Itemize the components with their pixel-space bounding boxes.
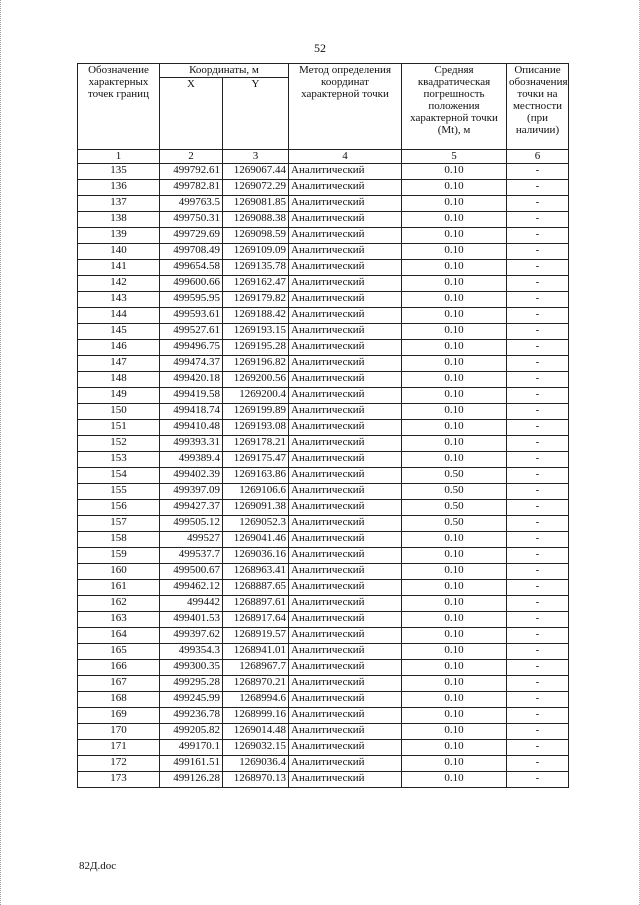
table-row xyxy=(78,404,569,420)
y-coordinate-cell: 1268994.6 xyxy=(223,692,289,708)
method-cell: Аналитический xyxy=(289,308,402,324)
method-cell: Аналитический xyxy=(289,708,402,724)
point-id-cell: 147 xyxy=(78,356,160,372)
description-cell: - xyxy=(507,436,569,452)
point-id-cell: 152 xyxy=(78,436,160,452)
point-id-cell: 135 xyxy=(78,164,160,180)
error-cell: 0.10 xyxy=(402,436,507,452)
method-cell: Аналитический xyxy=(289,260,402,276)
y-coordinate-cell: 1269200.4 xyxy=(223,388,289,404)
table-row xyxy=(78,260,569,276)
description-cell: - xyxy=(507,244,569,260)
description-cell: - xyxy=(507,756,569,772)
x-coordinate-cell: 499397.09 xyxy=(160,484,223,500)
method-cell: Аналитический xyxy=(289,356,402,372)
header-point-designation: Обозначение характерных точек границ xyxy=(78,64,160,150)
point-id-cell: 148 xyxy=(78,372,160,388)
description-cell: - xyxy=(507,580,569,596)
x-coordinate-cell: 499527.61 xyxy=(160,324,223,340)
x-coordinate-cell: 499729.69 xyxy=(160,228,223,244)
x-coordinate-cell: 499389.4 xyxy=(160,452,223,468)
x-coordinate-cell: 499442 xyxy=(160,596,223,612)
point-id-cell: 171 xyxy=(78,740,160,756)
column-number: 6 xyxy=(507,150,569,164)
table-row xyxy=(78,724,569,740)
column-number: 3 xyxy=(223,150,289,164)
error-cell: 0.10 xyxy=(402,372,507,388)
description-cell: - xyxy=(507,372,569,388)
y-coordinate-cell: 1269052.3 xyxy=(223,516,289,532)
error-cell: 0.10 xyxy=(402,692,507,708)
error-cell: 0.10 xyxy=(402,660,507,676)
x-coordinate-cell: 499402.39 xyxy=(160,468,223,484)
error-cell: 0.10 xyxy=(402,228,507,244)
error-cell: 0.10 xyxy=(402,580,507,596)
point-id-cell: 138 xyxy=(78,212,160,228)
description-cell: - xyxy=(507,484,569,500)
y-coordinate-cell: 1268897.61 xyxy=(223,596,289,612)
point-id-cell: 164 xyxy=(78,628,160,644)
x-coordinate-cell: 499782.81 xyxy=(160,180,223,196)
table-row xyxy=(78,452,569,468)
table-row xyxy=(78,388,569,404)
error-cell: 0.10 xyxy=(402,564,507,580)
y-coordinate-cell: 1269179.82 xyxy=(223,292,289,308)
description-cell: - xyxy=(507,164,569,180)
header-description: Описание обозначения точки на местности (при наличии) xyxy=(507,64,569,150)
table-row xyxy=(78,180,569,196)
x-coordinate-cell: 499750.31 xyxy=(160,212,223,228)
error-cell: 0.10 xyxy=(402,772,507,788)
y-coordinate-cell: 1269195.28 xyxy=(223,340,289,356)
y-coordinate-cell: 1268970.21 xyxy=(223,676,289,692)
x-coordinate-cell: 499496.75 xyxy=(160,340,223,356)
method-cell: Аналитический xyxy=(289,564,402,580)
error-cell: 0.10 xyxy=(402,276,507,292)
description-cell: - xyxy=(507,196,569,212)
x-coordinate-cell: 499419.58 xyxy=(160,388,223,404)
x-coordinate-cell: 499420.18 xyxy=(160,372,223,388)
point-id-cell: 155 xyxy=(78,484,160,500)
description-cell: - xyxy=(507,660,569,676)
error-cell: 0.10 xyxy=(402,452,507,468)
x-coordinate-cell: 499595.95 xyxy=(160,292,223,308)
table-header xyxy=(78,64,569,164)
x-coordinate-cell: 499474.37 xyxy=(160,356,223,372)
y-coordinate-cell: 1268967.7 xyxy=(223,660,289,676)
error-cell: 0.10 xyxy=(402,164,507,180)
x-coordinate-cell: 499763.5 xyxy=(160,196,223,212)
description-cell: - xyxy=(507,724,569,740)
x-coordinate-cell: 499397.62 xyxy=(160,628,223,644)
header-method: Метод определения координат характерной точки xyxy=(289,64,402,150)
header-coordinates: Координаты, м xyxy=(160,64,289,78)
description-cell: - xyxy=(507,468,569,484)
table-row xyxy=(78,276,569,292)
y-coordinate-cell: 1269162.47 xyxy=(223,276,289,292)
y-coordinate-cell: 1269088.38 xyxy=(223,212,289,228)
method-cell: Аналитический xyxy=(289,724,402,740)
error-cell: 0.10 xyxy=(402,244,507,260)
x-coordinate-cell: 499245.99 xyxy=(160,692,223,708)
header-error: Средняя квадратическая погрешность положения характерной точки (Mt), м xyxy=(402,64,507,150)
description-cell: - xyxy=(507,308,569,324)
x-coordinate-cell: 499600.66 xyxy=(160,276,223,292)
point-id-cell: 162 xyxy=(78,596,160,612)
point-id-cell: 151 xyxy=(78,420,160,436)
file-name-footer: 82Д.doc xyxy=(79,860,117,872)
error-cell: 0.10 xyxy=(402,676,507,692)
description-cell: - xyxy=(507,596,569,612)
table-row xyxy=(78,212,569,228)
description-cell: - xyxy=(507,260,569,276)
table-row xyxy=(78,740,569,756)
description-cell: - xyxy=(507,628,569,644)
x-coordinate-cell: 499500.67 xyxy=(160,564,223,580)
point-id-cell: 163 xyxy=(78,612,160,628)
x-coordinate-cell: 499161.51 xyxy=(160,756,223,772)
point-id-cell: 153 xyxy=(78,452,160,468)
method-cell: Аналитический xyxy=(289,388,402,404)
error-cell: 0.10 xyxy=(402,612,507,628)
x-coordinate-cell: 499401.53 xyxy=(160,612,223,628)
method-cell: Аналитический xyxy=(289,276,402,292)
table-row xyxy=(78,516,569,532)
method-cell: Аналитический xyxy=(289,628,402,644)
point-id-cell: 140 xyxy=(78,244,160,260)
table-row xyxy=(78,676,569,692)
description-cell: - xyxy=(507,356,569,372)
y-coordinate-cell: 1269081.85 xyxy=(223,196,289,212)
point-id-cell: 156 xyxy=(78,500,160,516)
description-cell: - xyxy=(507,676,569,692)
method-cell: Аналитический xyxy=(289,212,402,228)
method-cell: Аналитический xyxy=(289,772,402,788)
point-id-cell: 166 xyxy=(78,660,160,676)
y-coordinate-cell: 1269098.59 xyxy=(223,228,289,244)
x-coordinate-cell: 499505.12 xyxy=(160,516,223,532)
table-row xyxy=(78,564,569,580)
header-x: X xyxy=(160,78,223,150)
method-cell: Аналитический xyxy=(289,612,402,628)
x-coordinate-cell: 499527 xyxy=(160,532,223,548)
page-number: 52 xyxy=(314,41,326,55)
point-id-cell: 172 xyxy=(78,756,160,772)
description-cell: - xyxy=(507,612,569,628)
error-cell: 0.10 xyxy=(402,724,507,740)
error-cell: 0.50 xyxy=(402,484,507,500)
point-id-cell: 145 xyxy=(78,324,160,340)
error-cell: 0.50 xyxy=(402,516,507,532)
method-cell: Аналитический xyxy=(289,244,402,260)
description-cell: - xyxy=(507,388,569,404)
error-cell: 0.10 xyxy=(402,548,507,564)
scan-edge-right xyxy=(636,0,640,905)
x-coordinate-cell: 499300.35 xyxy=(160,660,223,676)
table-body xyxy=(78,164,569,788)
point-id-cell: 136 xyxy=(78,180,160,196)
table-row xyxy=(78,612,569,628)
y-coordinate-cell: 1268917.64 xyxy=(223,612,289,628)
y-coordinate-cell: 1269109.09 xyxy=(223,244,289,260)
method-cell: Аналитический xyxy=(289,452,402,468)
method-cell: Аналитический xyxy=(289,436,402,452)
method-cell: Аналитический xyxy=(289,372,402,388)
description-cell: - xyxy=(507,708,569,724)
point-id-cell: 154 xyxy=(78,468,160,484)
point-id-cell: 150 xyxy=(78,404,160,420)
point-id-cell: 142 xyxy=(78,276,160,292)
x-coordinate-cell: 499205.82 xyxy=(160,724,223,740)
x-coordinate-cell: 499654.58 xyxy=(160,260,223,276)
method-cell: Аналитический xyxy=(289,228,402,244)
table-row xyxy=(78,660,569,676)
description-cell: - xyxy=(507,548,569,564)
x-coordinate-cell: 499170.1 xyxy=(160,740,223,756)
y-coordinate-cell: 1269200.56 xyxy=(223,372,289,388)
method-cell: Аналитический xyxy=(289,500,402,516)
method-cell: Аналитический xyxy=(289,196,402,212)
method-cell: Аналитический xyxy=(289,164,402,180)
method-cell: Аналитический xyxy=(289,580,402,596)
x-coordinate-cell: 499537.7 xyxy=(160,548,223,564)
description-cell: - xyxy=(507,340,569,356)
description-cell: - xyxy=(507,180,569,196)
x-coordinate-cell: 499708.49 xyxy=(160,244,223,260)
y-coordinate-cell: 1269091.38 xyxy=(223,500,289,516)
point-id-cell: 149 xyxy=(78,388,160,404)
y-coordinate-cell: 1269041.46 xyxy=(223,532,289,548)
point-id-cell: 167 xyxy=(78,676,160,692)
error-cell: 0.10 xyxy=(402,180,507,196)
coordinates-table xyxy=(77,63,569,788)
method-cell: Аналитический xyxy=(289,644,402,660)
method-cell: Аналитический xyxy=(289,532,402,548)
x-coordinate-cell: 499295.28 xyxy=(160,676,223,692)
y-coordinate-cell: 1268941.01 xyxy=(223,644,289,660)
method-cell: Аналитический xyxy=(289,692,402,708)
error-cell: 0.50 xyxy=(402,468,507,484)
method-cell: Аналитический xyxy=(289,548,402,564)
table-row xyxy=(78,708,569,724)
description-cell: - xyxy=(507,692,569,708)
y-coordinate-cell: 1269188.42 xyxy=(223,308,289,324)
method-cell: Аналитический xyxy=(289,484,402,500)
y-coordinate-cell: 1269193.08 xyxy=(223,420,289,436)
y-coordinate-cell: 1269163.86 xyxy=(223,468,289,484)
method-cell: Аналитический xyxy=(289,660,402,676)
method-cell: Аналитический xyxy=(289,404,402,420)
method-cell: Аналитический xyxy=(289,180,402,196)
error-cell: 0.10 xyxy=(402,708,507,724)
method-cell: Аналитический xyxy=(289,676,402,692)
y-coordinate-cell: 1269014.48 xyxy=(223,724,289,740)
description-cell: - xyxy=(507,324,569,340)
table-row xyxy=(78,500,569,516)
point-id-cell: 168 xyxy=(78,692,160,708)
error-cell: 0.10 xyxy=(402,324,507,340)
column-numbers-row xyxy=(78,150,569,164)
y-coordinate-cell: 1268999.16 xyxy=(223,708,289,724)
method-cell: Аналитический xyxy=(289,516,402,532)
x-coordinate-cell: 499354.3 xyxy=(160,644,223,660)
y-coordinate-cell: 1269036.4 xyxy=(223,756,289,772)
description-cell: - xyxy=(507,452,569,468)
y-coordinate-cell: 1269178.21 xyxy=(223,436,289,452)
point-id-cell: 144 xyxy=(78,308,160,324)
y-coordinate-cell: 1269106.6 xyxy=(223,484,289,500)
column-number: 4 xyxy=(289,150,402,164)
x-coordinate-cell: 499418.74 xyxy=(160,404,223,420)
x-coordinate-cell: 499410.48 xyxy=(160,420,223,436)
y-coordinate-cell: 1269193.15 xyxy=(223,324,289,340)
method-cell: Аналитический xyxy=(289,468,402,484)
table-row xyxy=(78,164,569,180)
error-cell: 0.10 xyxy=(402,356,507,372)
point-id-cell: 170 xyxy=(78,724,160,740)
description-cell: - xyxy=(507,228,569,244)
error-cell: 0.10 xyxy=(402,260,507,276)
error-cell: 0.10 xyxy=(402,644,507,660)
point-id-cell: 161 xyxy=(78,580,160,596)
x-coordinate-cell: 499393.31 xyxy=(160,436,223,452)
x-coordinate-cell: 499236.78 xyxy=(160,708,223,724)
description-cell: - xyxy=(507,532,569,548)
x-coordinate-cell: 499462.12 xyxy=(160,580,223,596)
x-coordinate-cell: 499593.61 xyxy=(160,308,223,324)
description-cell: - xyxy=(507,644,569,660)
y-coordinate-cell: 1269067.44 xyxy=(223,164,289,180)
description-cell: - xyxy=(507,404,569,420)
point-id-cell: 165 xyxy=(78,644,160,660)
y-coordinate-cell: 1268963.41 xyxy=(223,564,289,580)
table-row xyxy=(78,468,569,484)
error-cell: 0.50 xyxy=(402,500,507,516)
point-id-cell: 146 xyxy=(78,340,160,356)
error-cell: 0.10 xyxy=(402,628,507,644)
error-cell: 0.10 xyxy=(402,196,507,212)
point-id-cell: 141 xyxy=(78,260,160,276)
y-coordinate-cell: 1269196.82 xyxy=(223,356,289,372)
method-cell: Аналитический xyxy=(289,756,402,772)
description-cell: - xyxy=(507,276,569,292)
x-coordinate-cell: 499427.37 xyxy=(160,500,223,516)
y-coordinate-cell: 1269032.15 xyxy=(223,740,289,756)
x-coordinate-cell: 499792.61 xyxy=(160,164,223,180)
table-row xyxy=(78,356,569,372)
table-row xyxy=(78,292,569,308)
table-row xyxy=(78,628,569,644)
description-cell: - xyxy=(507,292,569,308)
point-id-cell: 139 xyxy=(78,228,160,244)
y-coordinate-cell: 1269072.29 xyxy=(223,180,289,196)
table-row xyxy=(78,196,569,212)
header-y: Y xyxy=(223,78,289,150)
error-cell: 0.10 xyxy=(402,740,507,756)
error-cell: 0.10 xyxy=(402,340,507,356)
table-row xyxy=(78,580,569,596)
scan-edge-left xyxy=(0,0,4,905)
point-id-cell: 157 xyxy=(78,516,160,532)
method-cell: Аналитический xyxy=(289,340,402,356)
point-id-cell: 159 xyxy=(78,548,160,564)
method-cell: Аналитический xyxy=(289,420,402,436)
description-cell: - xyxy=(507,500,569,516)
method-cell: Аналитический xyxy=(289,740,402,756)
y-coordinate-cell: 1268970.13 xyxy=(223,772,289,788)
description-cell: - xyxy=(507,420,569,436)
table-row xyxy=(78,420,569,436)
error-cell: 0.10 xyxy=(402,420,507,436)
description-cell: - xyxy=(507,564,569,580)
method-cell: Аналитический xyxy=(289,324,402,340)
y-coordinate-cell: 1269135.78 xyxy=(223,260,289,276)
table-row xyxy=(78,340,569,356)
error-cell: 0.10 xyxy=(402,212,507,228)
column-number: 1 xyxy=(78,150,160,164)
table-row xyxy=(78,436,569,452)
error-cell: 0.10 xyxy=(402,532,507,548)
table-row xyxy=(78,548,569,564)
y-coordinate-cell: 1268919.57 xyxy=(223,628,289,644)
method-cell: Аналитический xyxy=(289,292,402,308)
table-row xyxy=(78,644,569,660)
table-row xyxy=(78,228,569,244)
point-id-cell: 143 xyxy=(78,292,160,308)
x-coordinate-cell: 499126.28 xyxy=(160,772,223,788)
table-row xyxy=(78,756,569,772)
table-row xyxy=(78,324,569,340)
y-coordinate-cell: 1269036.16 xyxy=(223,548,289,564)
description-cell: - xyxy=(507,740,569,756)
error-cell: 0.10 xyxy=(402,756,507,772)
column-number: 5 xyxy=(402,150,507,164)
error-cell: 0.10 xyxy=(402,308,507,324)
column-number: 2 xyxy=(160,150,223,164)
table-row xyxy=(78,372,569,388)
table-row xyxy=(78,772,569,788)
description-cell: - xyxy=(507,212,569,228)
table-row xyxy=(78,692,569,708)
description-cell: - xyxy=(507,772,569,788)
y-coordinate-cell: 1268887.65 xyxy=(223,580,289,596)
point-id-cell: 173 xyxy=(78,772,160,788)
description-cell: - xyxy=(507,516,569,532)
point-id-cell: 137 xyxy=(78,196,160,212)
y-coordinate-cell: 1269199.89 xyxy=(223,404,289,420)
error-cell: 0.10 xyxy=(402,292,507,308)
table-row xyxy=(78,244,569,260)
y-coordinate-cell: 1269175.47 xyxy=(223,452,289,468)
table-row xyxy=(78,596,569,612)
error-cell: 0.10 xyxy=(402,404,507,420)
point-id-cell: 169 xyxy=(78,708,160,724)
table-row xyxy=(78,532,569,548)
table-row xyxy=(78,484,569,500)
point-id-cell: 160 xyxy=(78,564,160,580)
error-cell: 0.10 xyxy=(402,596,507,612)
error-cell: 0.10 xyxy=(402,388,507,404)
method-cell: Аналитический xyxy=(289,596,402,612)
point-id-cell: 158 xyxy=(78,532,160,548)
table-row xyxy=(78,308,569,324)
